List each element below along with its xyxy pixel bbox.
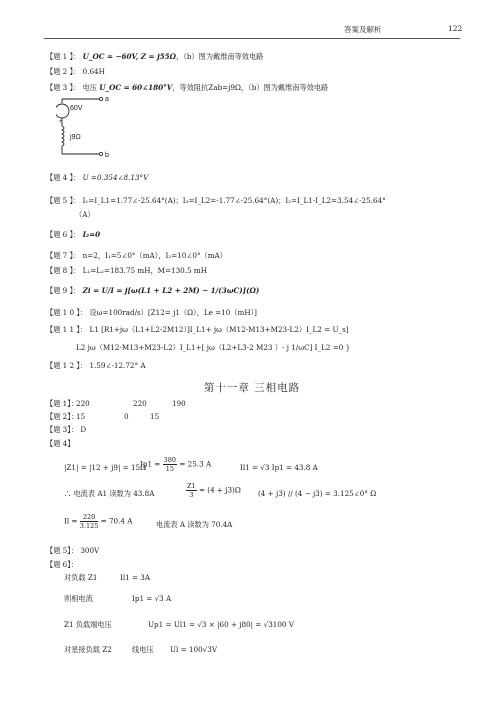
ch11-a4-eq1: |Z1| = |12 + j9| = 15Ω bbox=[64, 463, 147, 472]
ch11-a2-v1: 15 bbox=[76, 412, 86, 421]
q5-line bbox=[46, 196, 386, 206]
ch11-a5-v1: 300V bbox=[80, 546, 100, 555]
q10-line bbox=[46, 308, 257, 318]
q8-label: 【题 8 】： bbox=[46, 266, 81, 275]
ch11-a2-v2: 0 bbox=[124, 412, 129, 421]
fraction-denominator: 3.125 bbox=[79, 522, 99, 530]
ch11-a4-eq5: (4 + j3) // (4 − j3) = 3.125∠0° Ω bbox=[258, 489, 377, 498]
q11-line bbox=[46, 325, 349, 335]
q1-note: ，（b）图为戴维南等效电路 bbox=[176, 52, 264, 61]
fraction-numerator: 220 bbox=[80, 513, 99, 522]
ch11-a4-concl1: ∴ 电流表 A1 读数为 43.8A bbox=[64, 489, 155, 498]
fraction-denominator: 3 bbox=[189, 491, 194, 499]
ch11-a4-eq2-fraction bbox=[163, 456, 177, 473]
q9-label: 【题 9 】： bbox=[46, 286, 81, 295]
q1-formula: U_OC = −60V, Z = j55Ω bbox=[82, 52, 177, 61]
q3-label: 【题 3 】： bbox=[46, 83, 81, 92]
ch11-a4-eq6 bbox=[64, 513, 132, 530]
ch11-a4-eq4-fraction bbox=[186, 482, 197, 499]
ch11-a1-line bbox=[46, 399, 78, 409]
q3-pre: 电压 bbox=[82, 83, 97, 92]
ch11-a3-label: 【题 3】： bbox=[46, 425, 79, 434]
q3-text: ，等效阻抗Zab=j9Ω，（b）图为戴维南等效电路 bbox=[172, 83, 329, 92]
q8-line bbox=[46, 266, 207, 276]
ch11-a4-eq6-fraction bbox=[80, 513, 99, 530]
ch11-a6-l1-pre: 对负载 Z1 bbox=[64, 573, 98, 582]
q3-formula: U_OC = 60∠180°V bbox=[99, 83, 173, 92]
chapter-heading: 第十一章 三相电路 bbox=[203, 382, 301, 394]
q8-text: L₁=L₂=183.75 mH，M=130.5 mH bbox=[82, 266, 207, 275]
q9-line bbox=[46, 286, 259, 296]
q11-line2: L2 jω（M12-M13+M23-L2）I_L1+[ jω（L2+L3-2 M23 ）- j 1/ωC] I_L2 =0 } bbox=[76, 343, 351, 352]
ch11-a6-l2-pre: 则相电流 bbox=[64, 594, 93, 603]
ch11-a6-l4-mid: 线电压 bbox=[132, 645, 154, 654]
ch11-a4-eq4-post: = (4 + j3)Ω bbox=[198, 485, 241, 495]
q4-line bbox=[46, 173, 148, 183]
inductor-symbol bbox=[62, 126, 64, 146]
q12-text: 1.59∠-12.72° A bbox=[89, 361, 146, 370]
q4-label: 【题 4 】： bbox=[46, 173, 81, 182]
ch11-a3-line bbox=[46, 425, 86, 435]
q7-label: 【题 7 】： bbox=[46, 251, 81, 260]
q6-label: 【题 6 】： bbox=[46, 230, 81, 239]
q11-line1: L1 [R1+jω（L1+L2-2M12）]I_L1+ jω（M12-M13+M23-L2）I_L2 = U_s] bbox=[89, 325, 349, 334]
q5-unit: （A） bbox=[75, 210, 95, 219]
q7-text: n=2，I₁=5∠0°（mA），I₂=10∠0°（mA） bbox=[82, 251, 227, 260]
q12-line bbox=[46, 361, 146, 371]
ch11-a6-l2-eq: Ip1 = √3 A bbox=[132, 594, 172, 603]
inductor-value-label: j9Ω bbox=[70, 134, 81, 141]
ch11-a1-v3: 190 bbox=[172, 399, 186, 408]
ch11-a4-eq6-pre: Il = bbox=[64, 516, 78, 526]
ch11-a1-label: 【题 1】： bbox=[46, 399, 79, 408]
header-rule bbox=[44, 38, 460, 39]
q6-text: I₂=0 bbox=[82, 230, 101, 239]
source-plus-label: + bbox=[59, 119, 63, 125]
source-value-label: 60V bbox=[70, 105, 83, 112]
q2-label: 【题 2 】： bbox=[46, 67, 81, 76]
fraction-numerator: Z1 bbox=[187, 482, 196, 490]
voltage-source-symbol bbox=[56, 104, 69, 118]
q7-line bbox=[46, 251, 227, 261]
q9-text: Zi = U/I = j[ω(L1 + L2 + 2M) − 1/(3ωC)](Ω) bbox=[82, 286, 260, 295]
ch11-a1-v1: 220 bbox=[76, 399, 90, 408]
ch11-a6-l4-pre: 对星接负载 Z2 bbox=[64, 645, 112, 654]
q10-label: 【题 1 0 】： bbox=[46, 308, 88, 317]
ch11-a4-eq3: Il1 = √3 Ip1 = 43.8 A bbox=[240, 463, 318, 472]
ch11-a6-l4-eq: Ul = 100√3V bbox=[170, 645, 218, 654]
header-title: 答案及解析 bbox=[344, 25, 382, 34]
q1-line bbox=[46, 52, 263, 62]
ch11-a1-v2: 220 bbox=[133, 399, 147, 408]
ch11-a4-eq4 bbox=[186, 482, 241, 499]
ch11-a4-eq2 bbox=[140, 456, 211, 473]
q3-line bbox=[46, 83, 328, 93]
q2-text: 0.64H bbox=[82, 67, 105, 76]
page-number: 122 bbox=[448, 24, 463, 33]
ch11-a6-l3-pre: Z1 负载端电压 bbox=[64, 620, 112, 629]
q1-label: 【题 1 】： bbox=[46, 52, 81, 61]
ch11-a2-line bbox=[46, 412, 78, 422]
ch11-a2-label: 【题 2】： bbox=[46, 412, 79, 421]
q6-line bbox=[46, 230, 100, 240]
q4-formula: U =0.354∠8.13°V bbox=[82, 173, 149, 182]
fraction-denominator: 15 bbox=[165, 465, 174, 473]
ch11-a5-line bbox=[46, 546, 99, 556]
q12-label: 【题 1 2 】： bbox=[46, 361, 88, 370]
ch11-a3-v1: D bbox=[80, 425, 87, 434]
ch11-a4-concl2: 电流表 A 读数为 70.4A bbox=[156, 520, 233, 529]
node-b-label: b bbox=[105, 152, 109, 159]
terminal-a bbox=[99, 97, 102, 100]
ch11-a6-l3-eq: Up1 = Ul1 = √3 × |60 + j80| = √3100 V bbox=[148, 620, 294, 629]
q10-text: 设ω=100rad/s）[Z12= j1（Ω），Le =10（mH）] bbox=[89, 308, 257, 317]
ch11-a2-v3: 15 bbox=[150, 412, 160, 421]
ch11-a6-l1-eq: Il1 = 3A bbox=[120, 573, 151, 582]
q5-text: I₁=I_L1=1.77∠-25.64°(A)；I₃=I_L2=-1.77∠-25.64°(A)；I₂=I_L1-I_L2=3.54∠-25.64° bbox=[82, 196, 386, 205]
fraction-numerator: 380 bbox=[163, 456, 177, 464]
q5-label: 【题 5 】： bbox=[46, 196, 81, 205]
ch11-a6-label: 【题 6】： bbox=[46, 560, 79, 569]
ch11-a4-eq6-post: = 70.4 A bbox=[100, 516, 133, 526]
node-a-label: a bbox=[105, 96, 109, 103]
ch11-a4-label: 【题 4】 bbox=[46, 439, 75, 448]
ch11-a4-eq2-post: = 25.3 A bbox=[179, 459, 212, 469]
terminal-b bbox=[99, 152, 102, 155]
thevenin-circuit-diagram bbox=[56, 93, 126, 161]
q2-line bbox=[46, 67, 105, 77]
q11-label: 【题 1 1 】： bbox=[46, 325, 88, 334]
ch11-a5-label: 【题 5】： bbox=[46, 546, 79, 555]
ch11-a4-eq2-pre: Ip1 = bbox=[140, 459, 161, 469]
